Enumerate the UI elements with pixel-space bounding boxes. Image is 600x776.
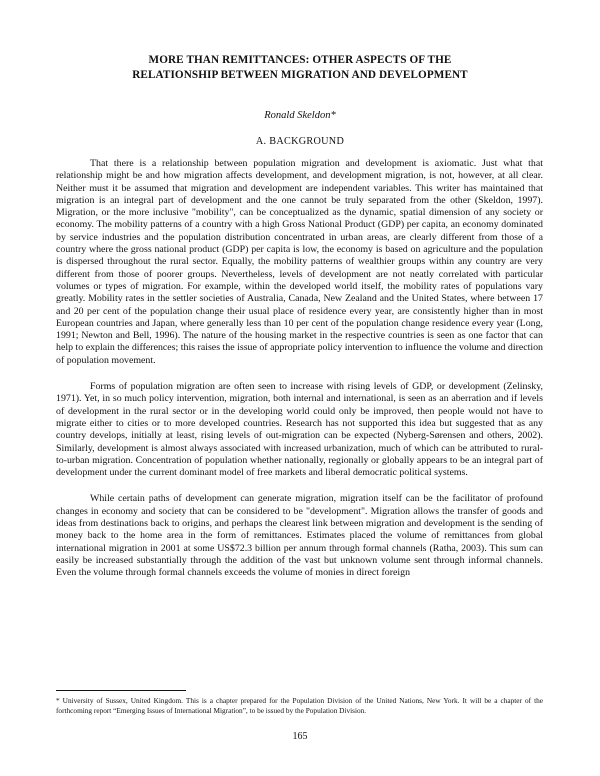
- section-heading: A. BACKGROUND: [255, 136, 345, 147]
- paragraph-1: That there is a relationship between population migration and development is axiomatic. Just what that relationship might be and how migration affects development, and development migration, is not, however, at all clear. Neither must it be assumed that migration and development are independent variables. This writer has maintained that migration is an integral part of development and the one cannot be truly separated from the other (Skeldon, 1997). Migration, or the more inclusive "mobility", can be conceptualized as the dynamic, spatial dimension of any society or economy. The mobility patterns of a country with a high Gross National Product (GDP) per capita, an economy dominated by service industries and the population distribution concentrated in urban areas, are clearly different from those of a country where the gross national product (GDP) per capita is low, the economy is based on agriculture and the population is dispersed throughout the rural sector. Equally, the mobility patterns of wealthier groups within any country are very different from those of poorer groups. Nevertheless, levels of development are not neatly correlated with particular volumes or types of migration. For example, within the developed world itself, the mobility rates of populations vary greatly. Mobility rates in the settler societies of Australia, Canada, New Zealand and the United States, where between 17 and 20 per cent of the population change their usual place of residence every year, are consistently higher than in most European countries and Japan, where generally less than 10 per cent of the population change residence every year (Long, 1991; Newton and Bell, 1996). The nature of the housing market in the respective countries is seen as one factor that can help to explain the differences; this raises the issue of appropriate policy intervention to influence the volume and direction of population movement.: [56, 158, 543, 366]
- footnote-divider: [56, 690, 186, 691]
- footnote: * University of Sussex, United Kingdom. This is a chapter prepared for the Population Division of the United Nations, New York. It will be a chapter of the forthcoming report “Emerging Issues of International Migration”, to be issued by the Population Division.: [56, 696, 543, 715]
- paragraph-2: Forms of population migration are often seen to increase with rising levels of GDP, or development (Zelinsky, 1971). Yet, in so much policy intervention, migration, both internal and international, is seen as an aberration and if levels of development in the rural sector or in the developing world could only be improved, then people would not have to migrate either to cities or to more developed countries. Research has not supported this idea but suggested that as any country develops, initially at least, rising levels of out-migration can be expected (Nyberg-Sørensen and others, 2002). Similarly, development is almost always associated with increased urbanization, much of which can be attributed to rural-to-urban migration. Concentration of population whether nationally, regionally or globally appears to be an integral part of development under the current dominant model of free markets and liberal democratic political systems.: [56, 381, 543, 479]
- title-line-2: RELATIONSHIP BETWEEN MIGRATION AND DEVELOPMENT: [132, 69, 468, 81]
- page-title: [0, 53, 600, 83]
- page-number: 165: [292, 731, 308, 742]
- body-text: [56, 158, 543, 594]
- title-line-1: MORE THAN REMITTANCES: OTHER ASPECTS OF THE: [148, 54, 452, 66]
- author-name: Ronald Skeldon*: [264, 110, 336, 121]
- paragraph-3: While certain paths of development can generate migration, migration itself can be the facilitator of profound changes in economy and society that can be considered to be "development". Migration allows the transfer of goods and ideas from destinations back to origins, and perhaps the clearest link between migration and development is the sending of money back to the home area in the form of remittances. Estimates placed the volume of remittances from global international migration in 2001 at some US$72.3 billion per annum through formal channels (Ratha, 2003). This sum can easily be increased substantially through the addition of the vast but unknown volume sent through informal channels. Even the volume through formal channels exceeds the volume of monies in direct foreign: [56, 493, 543, 579]
